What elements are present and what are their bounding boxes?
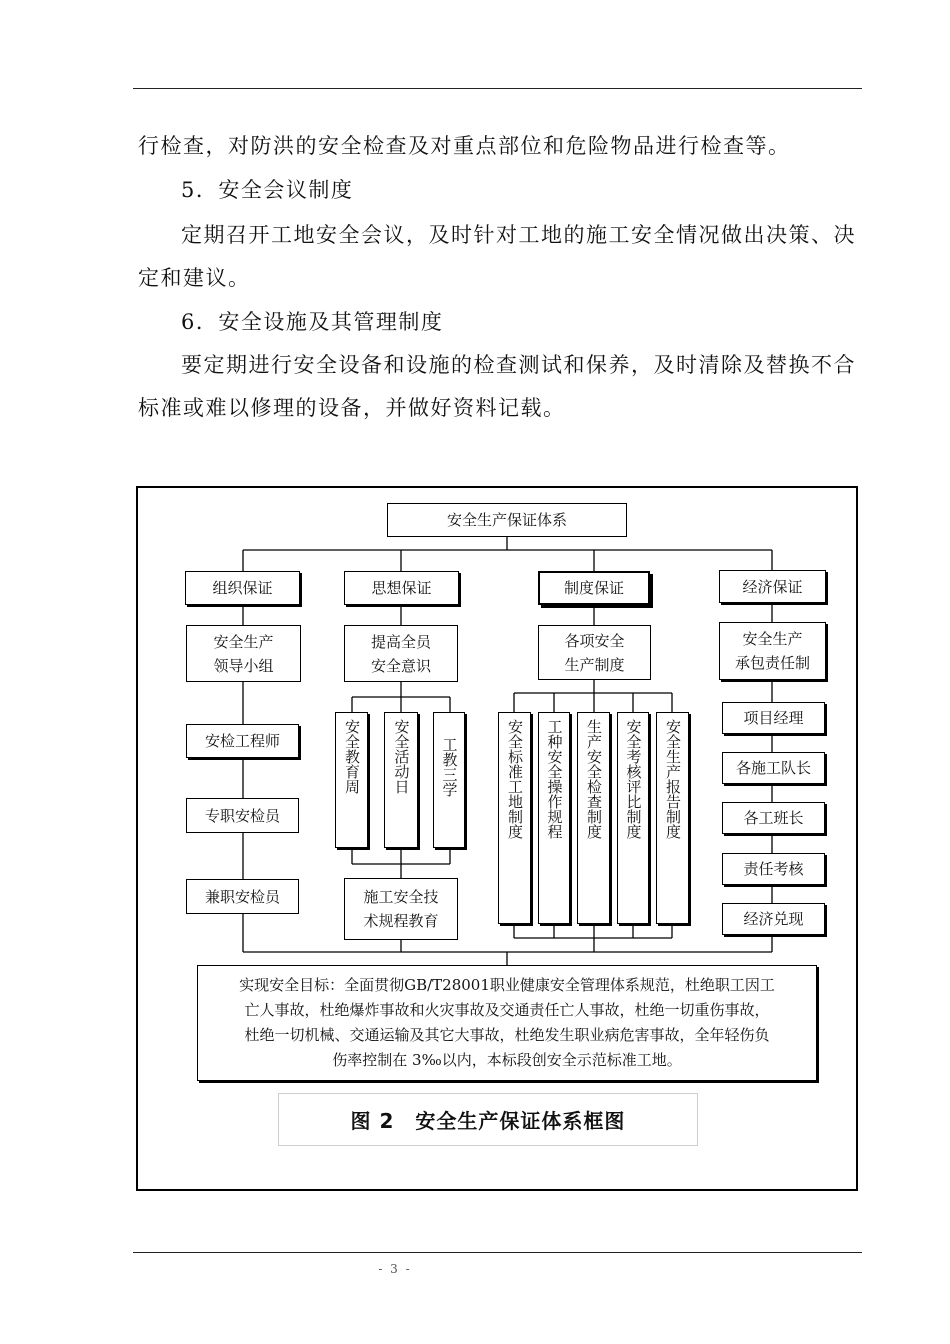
diagram-root [387, 503, 627, 537]
section-heading: 5．安全会议制度 [181, 178, 354, 202]
thought-vertical [335, 712, 368, 848]
vertical-label: 工种安全操作规程 [545, 719, 564, 839]
org-item-label: 专职安检员 [204, 806, 280, 825]
economy-item-label: 各施工队长 [735, 759, 811, 777]
branch-label: 思想保证 [371, 579, 432, 597]
org-top-line: 安全生产 [213, 632, 274, 651]
paragraph-line: 要定期进行安全设备和设施的检查测试和保养，及时清除及替换不合 [181, 353, 856, 377]
economy-item [722, 802, 825, 834]
goal-line: 亡人事故，杜绝爆炸事故和火灾事故及交通责任亡人事故，杜绝一切重伤事故， [244, 1001, 770, 1019]
vertical-label: 安全生产报告制度 [664, 719, 682, 839]
paragraph-line: 定和建议。 [138, 266, 251, 290]
vertical-label: 安全教育周 [343, 719, 361, 794]
economy-top-line: 承包责任制 [734, 654, 810, 672]
vertical-label: 安全标准工地制度 [506, 719, 524, 839]
thought-bottom-line: 施工安全技 [363, 888, 439, 906]
system-top-line: 生产制度 [564, 655, 625, 674]
safety-goal-box [197, 965, 817, 1081]
section-heading: 6．安全设施及其管理制度 [181, 310, 444, 334]
economy-contract [719, 622, 826, 680]
goal-line: 杜绝一切机械、交通运输及其它大事故，杜绝发生职业病危害事故，全年轻伤负 [244, 1026, 770, 1044]
branch-economy [719, 570, 826, 603]
economy-item-label: 责任考核 [743, 860, 804, 878]
system-top-line: 各项安全 [564, 631, 625, 650]
goal-line: 实现安全目标：全面贯彻GB/T28001职业健康安全管理体系规范，杜绝职工因工 [239, 976, 775, 994]
thought-vertical [433, 712, 465, 848]
goal-line: 伤率控制在 3‰以内，本标段创安全示范标准工地。 [332, 1051, 682, 1069]
system-vertical [577, 712, 610, 924]
caption-text: 图 2 安全生产保证体系框图 [350, 1109, 626, 1133]
system-vertical [617, 712, 649, 924]
vertical-label: 生产安全检查制度 [585, 719, 603, 839]
system-regulations [538, 625, 651, 680]
thought-top-line: 提高全员 [370, 632, 431, 651]
system-vertical [498, 712, 531, 924]
economy-item [722, 702, 825, 734]
paragraph-line: 定期召开工地安全会议，及时针对工地的施工安全情况做出决策、决 [181, 223, 856, 247]
branch-thought [344, 571, 459, 605]
thought-awareness [344, 625, 458, 682]
branch-organization [185, 571, 300, 605]
org-leadership-group [186, 625, 301, 682]
system-vertical [538, 712, 570, 924]
vertical-label: 工教三学 [440, 737, 459, 797]
branch-label: 经济保证 [742, 577, 803, 596]
figure-caption [278, 1093, 698, 1146]
branch-system [538, 571, 650, 605]
economy-item-label: 各工班长 [743, 809, 804, 827]
system-vertical [656, 712, 689, 924]
org-item [186, 879, 299, 914]
paragraph-line: 行检查，对防洪的安全检查及对重点部位和危险物品进行检查等。 [138, 134, 791, 158]
thought-education [344, 878, 458, 940]
economy-item-label: 经济兑现 [743, 910, 804, 928]
vertical-label: 安全活动日 [392, 719, 411, 794]
page-number: - 3 - [378, 1262, 412, 1276]
economy-item [722, 752, 825, 784]
economy-item [722, 903, 825, 935]
org-item [186, 798, 299, 833]
thought-top-line: 安全意识 [370, 656, 431, 675]
branch-label: 制度保证 [563, 579, 624, 597]
economy-item-label: 项目经理 [743, 709, 804, 727]
branch-label: 组织保证 [212, 579, 273, 597]
org-item-label: 安检工程师 [204, 732, 280, 750]
thought-bottom-line: 术规程教育 [363, 912, 439, 930]
economy-top-line: 安全生产 [742, 630, 803, 648]
paragraph-line: 标准或难以修理的设备，并做好资料记载。 [138, 396, 566, 420]
org-item [186, 724, 299, 758]
thought-vertical [384, 712, 418, 848]
root-label: 安全生产保证体系 [446, 511, 567, 529]
vertical-label: 安全考核评比制度 [624, 719, 643, 839]
org-top-line: 领导小组 [213, 656, 274, 675]
economy-item [722, 853, 825, 885]
org-item-label: 兼职安检员 [204, 887, 280, 906]
